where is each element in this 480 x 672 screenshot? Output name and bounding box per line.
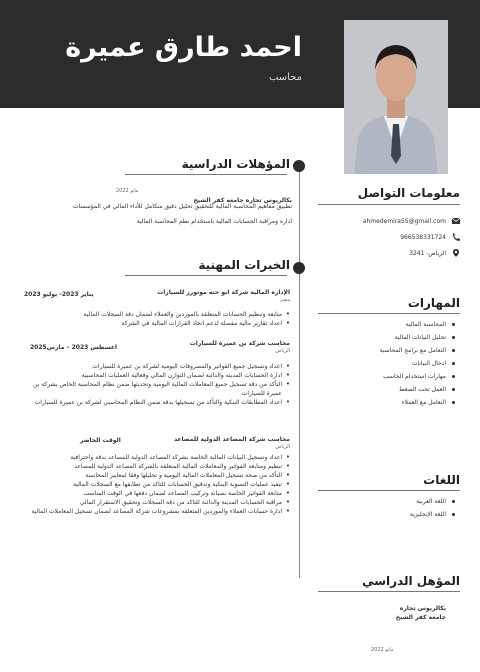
contact-divider: [318, 204, 460, 205]
contact-heading: معلومات التواصل: [357, 186, 460, 200]
skill-item: التعامل مع برامج المحاسبة: [326, 344, 456, 357]
contact-location: [409, 249, 460, 257]
language-item: اللغة العربية: [326, 495, 456, 508]
job-bullet: اعداد وتسجيل جميع القواتير والمصروفات اليومية لشركة بن عميرة للسيارات •: [30, 362, 290, 371]
job-bullets: [20, 310, 290, 328]
job-bullet: اعداد تقارير مالية مفصلة لدعم اتخاذ القرارات المالية في الشركة •: [20, 319, 290, 328]
job-bullet: التأكد من دقة تسجيل جميع المعاملات المالية اليومية وتحديثها ضمن نظام المحاسبة الخاص بشركة بن عميرة للسيارات •: [30, 380, 290, 398]
job-title: محاسب شركة المصاعد الدولية للمصاعد: [173, 436, 290, 443]
skill-item: العمل تحت الضغط: [326, 383, 456, 396]
job-place: مصر: [280, 297, 290, 303]
job-title: محاسب شركة بن عميرة للسيارات: [189, 340, 290, 347]
job-bullet: مراقبة الحسابات المدينة والدائنة للتاكد من دقة السجلات وتحقيق الاستقرار المالي •: [15, 498, 290, 507]
job-bullet: متابعة وتنظيم الحسابات المتعلقة بالموردين والعملاء لضمان دقة السجلات المالية •: [20, 310, 290, 319]
phone-icon: [452, 233, 460, 241]
job-place: الرياض: [275, 444, 290, 450]
education-degree: بكالريوس تجاره جامعه كفر الشيخ: [193, 197, 292, 204]
job-date: يناير 2023- يوليو 2023: [24, 291, 94, 298]
job-place: الرياض: [275, 348, 290, 354]
timeline-line: [299, 168, 300, 578]
qualification-university: جامعة كفر الشيخ: [395, 614, 446, 621]
job-bullets: [30, 362, 290, 407]
email-text[interactable]: ahmedemira55@gmail.com: [362, 217, 446, 225]
skill-item: تحليل البيانات المالية: [326, 331, 456, 344]
job-bullet: ادارة حسابات العملاء والموردين المتعلقة بمشروعات شركة المصاعد لضمان تسجيل المعاملات المالية •: [15, 507, 290, 516]
job-bullet: اعداد وتسجيل البيانات المالية الخاصة بشركة المصاعد الدولية للمصاعد بدقة واحترافية •: [15, 453, 290, 462]
languages-divider: [318, 490, 460, 491]
job-title: الإداره المالية شركة ابو حنه موتورز للسيارات: [157, 289, 290, 296]
job-bullets: [15, 453, 290, 516]
skill-item: المحاسبة المالية: [326, 318, 456, 331]
skill-item: مهارات استخدام الحاسب: [326, 370, 456, 383]
job-date: الوقت الحاضر: [80, 437, 121, 444]
phone-text[interactable]: 966538331724: [400, 233, 446, 241]
briefcase-icon: [293, 262, 305, 274]
education-date: مايو 2022: [116, 188, 139, 194]
qualification-degree: بكالريوس تجاره: [399, 605, 446, 612]
skills-heading: المهارات: [407, 296, 460, 310]
skill-item: التعامل مع العملاء: [326, 396, 456, 409]
job-bullet: ادارة الحسابات المدينه والدائنة لضمان التوازن المالي وفعالية العمليات المحاسبية •: [30, 371, 290, 380]
avatar-illustration: [344, 20, 448, 174]
experience-heading: الخبرات المهنية: [198, 258, 290, 272]
candidate-name: احمد طارق عميرة: [65, 32, 302, 63]
skills-divider: [318, 313, 460, 314]
job-bullet: التأكد من صحة تسجيل المعاملات المالية اليومية و تحليلها وفقا لمعايير المحاسبة •: [15, 471, 290, 480]
qualification-divider: [318, 591, 460, 592]
qualification-heading: المؤهل الدراسي: [362, 574, 460, 588]
mail-icon: [452, 217, 460, 225]
education-divider: [125, 174, 287, 175]
job-bullet: تنفيذ عمليات التسوية البنكية وتدقيق الحسابات للتاكد من تطابقها مع السجلات المالية •: [15, 480, 290, 489]
job-bullet: متابعة الفواتير الخاصة بصيانة وتركيب المصاعد لضمان دفعها في الوقت المناسب •: [15, 489, 290, 498]
education-icon: [293, 160, 305, 172]
contact-email[interactable]: [363, 217, 460, 225]
languages-list: [326, 495, 456, 521]
job-bullet: اعداد المطابقات البنكية والتأكد من تسجيلها بدقة ضمن النظام المحاسبي لشركة بن عميرة للسيارات •: [30, 398, 290, 407]
languages-heading: اللغات: [423, 473, 460, 487]
experience-divider: [125, 275, 287, 276]
profile-photo: [344, 20, 448, 174]
location-text: الرياض- 3241: [409, 249, 446, 257]
job-date: اغسطس 2023 – مارس2025: [30, 344, 117, 351]
education-line: تطبيق مفاهيم المحاسبة المالية للتحقيق تحليل دقيق متكامل للأداء المالي في المؤسسات: [72, 203, 292, 210]
skills-list: [326, 318, 456, 409]
language-item: اللغة الإنجليزية: [326, 508, 456, 521]
job-bullet: تنظيم ومتابعة الفواتير والمعاملات المالية المتعلقة بالشركة المصاعد الدولية للمصاعد •: [15, 462, 290, 471]
education-line: اداره ومراقبة الحسابات المالية باستخدام نظم المحاسبة المالية: [136, 218, 292, 225]
contact-phone[interactable]: [400, 233, 460, 241]
qualification-date: مايو 2022: [371, 647, 394, 653]
education-heading: المؤهلات الدراسية: [181, 157, 290, 171]
skill-item: ادخال البيانات: [326, 357, 456, 370]
job-title: محاسب: [268, 72, 302, 83]
location-pin-icon: [452, 249, 460, 257]
